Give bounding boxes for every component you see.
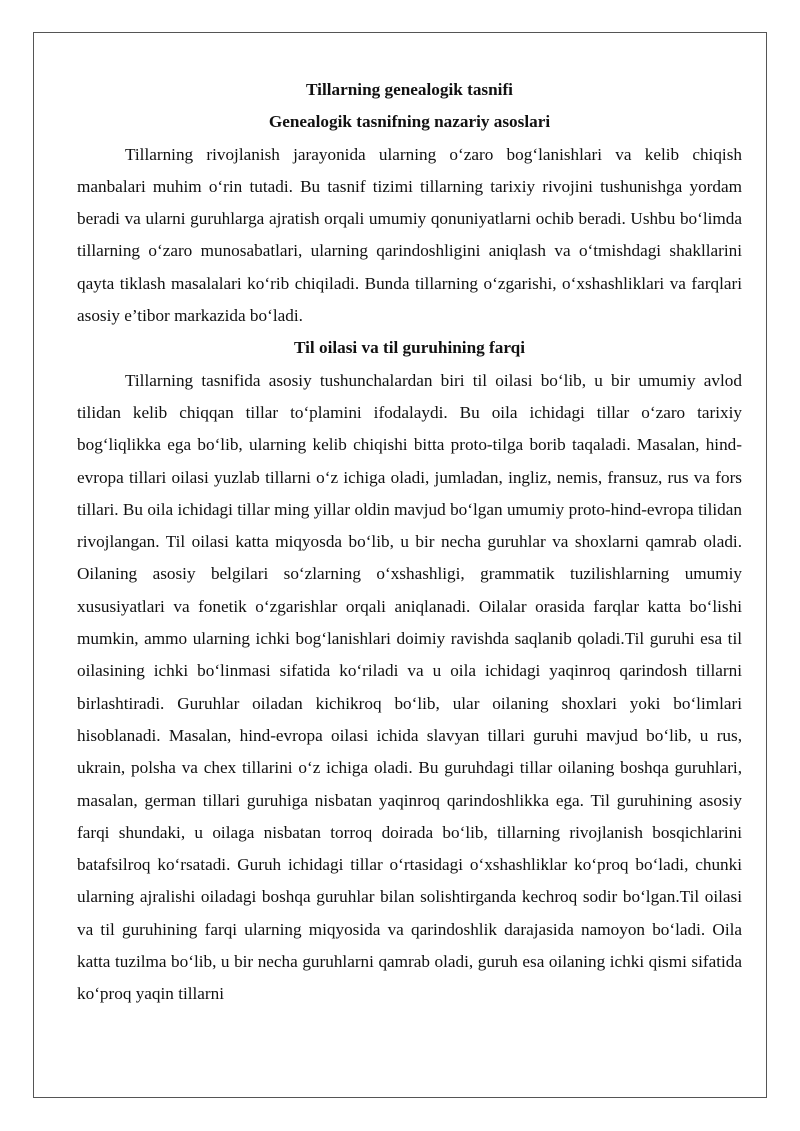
section-heading-family-vs-group: Til oilasi va til guruhining farqi: [294, 338, 525, 358]
section-heading-theoretical-basis: Genealogik tasnifning nazariy asoslari: [268, 112, 551, 132]
document-body: [77, 74, 742, 1011]
document-title: Tillarning genealogik tasnifi: [306, 80, 513, 99]
paragraph-intro: Tillarning rivojlanish jarayonida ularning o‘zaro bog‘lanishlari va kelib chiqish manbalari muhim o‘rin tutadi. Bu tasnif tizimi tillarning tarixiy rivojini tushunishga yordam beradi va ularni guruhlarga ajratish orqali umumiy qonuniyatlarni ochib beradi. Ushbu bo‘limda tillarning o‘zaro munosabatlari, ularning qarindoshligini aniqlash va o‘tmishdagi shakllarini qayta tiklash masalalari ko‘rib chiqiladi. Bunda tillarning o‘zgarishi, o‘xshashliklari va farqlari asosiy e’tibor markazida bo‘ladi.: [77, 144, 742, 326]
paragraph-family-vs-group: Tillarning tasnifida asosiy tushunchalardan biri til oilasi bo‘lib, u bir umumiy avlod tilidan kelib chiqqan tillar to‘plamini ifodalaydi. Bu oila ichidagi tillar o‘zaro tarixiy bog‘liqlikka ega bo‘lib, ularning kelib chiqishi bitta proto-tilga borib taqaladi. Masalan, hind-evropa tillari oilasi yuzlab tillarni o‘z ichiga oladi, jumladan, ingliz, nemis, fransuz, rus va fors tillari. Bu oila ichidagi tillar ming yillar oldin mavjud bo‘lgan umumiy proto-hind-evropa tilidan rivojlangan. Til oilasi katta miqyosda bo‘lib, u bir necha guruhlar va shoxlarni qamrab oladi. Oilaning asosiy belgilari so‘zlarning o‘xshashligi, grammatik tuzilishlarning umumiy xususiyatlari va fonetik o‘zgarishlar orqali aniqlanadi. Oilalar orasida farqlar katta bo‘lishi mumkin, ammo ularning ichki bog‘lanishlari doimiy ravishda saqlanib qoladi.Til guruhi esa til oilasining ichki bo‘linmasi sifatida ko‘riladi va u oila ichidagi yaqinroq qarindosh tillarni birlashtiradi. Guruhlar oiladan kichikroq bo‘lib, ular oilaning shoxlari yoki bo‘limlari hisoblanadi. Masalan, hind-evropa oilasi ichida slavyan tillari guruhi mavjud bo‘lib, u rus, ukrain, polsha va chex tillarini o‘z ichiga oladi. Bu guruhdagi tillar oilaning boshqa guruhlari, masalan, german tillari guruhiga nisbatan yaqinroq qarindoshlikka ega. Til guruhining asosiy farqi shundaki, u oilaga nisbatan torroq doirada bo‘lib, tillarning rivojlanish bosqichlarini batafsilroq ko‘rsatadi. Guruh ichidagi tillar o‘rtasidagi o‘xshashliklar ko‘proq bo‘ladi, chunki ularning ajralishi oiladagi boshqa guruhlar bilan solishtirganda kechroq sodir bo‘lgan.Til oilasi va til guruhining farqi ularning miqyosida va qarindoshlik darajasida namoyon bo‘ladi. Oila katta tuzilma bo‘lib, u bir necha guruhlarni qamrab oladi, guruh esa oilaning ichki qismi sifatida ko‘proq yaqin tillarni: [77, 370, 742, 1004]
